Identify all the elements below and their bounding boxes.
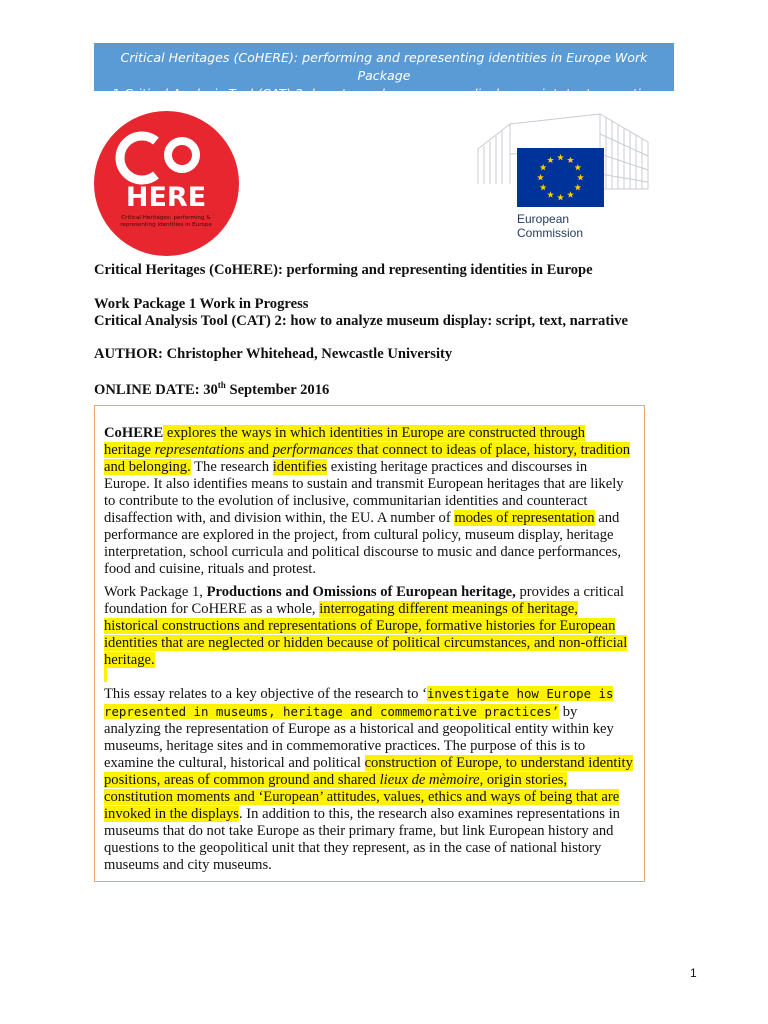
cohere-tagline-1: Critical Heritages: performing & xyxy=(121,215,211,221)
cohere-logo xyxy=(94,111,239,256)
author-line: AUTHOR: Christopher Whitehead, Newcastle University xyxy=(94,346,453,362)
title-banner xyxy=(94,43,674,101)
ec-wordmark-line-2: Commission xyxy=(517,226,584,240)
document-title: Critical Heritages (CoHERE): performing and representing identities in Europe xyxy=(94,262,593,278)
cohere-mark-icon xyxy=(94,111,239,256)
work-package-line: Work Package 1 Work in Progress xyxy=(94,296,309,312)
page-number: 1 xyxy=(690,966,697,980)
paragraph-cohere-intro: CoHERE explores the ways in which identities in Europe are constructed through heritage representations and performances that connect to ideas of place, history, tradition and belonging. The research identifies existing heritage practices and discourses in Europe. It also identifies means to sustain and transmit European heritages that are likely to contribute to the evolution of inclusive, communitarian identities and counteract disaffection with, and division within, the EU. A number of modes of representation and performance are explored in the project, from cultural policy, museum display, heritage interpretation, school curricula and political discourse to music and dance performances, food and cuisine, rituals and protest. xyxy=(104,425,631,577)
cohere-tagline-2: representing identities in Europe xyxy=(120,222,212,228)
online-date-line: ONLINE DATE: 30th September 2016 xyxy=(94,380,330,398)
berlaymont-building-icon xyxy=(470,104,650,244)
ec-wordmark-line-1: European xyxy=(517,212,570,226)
banner-line-1: Critical Heritages (CoHERE): performing and representing identities in Europe Work Package xyxy=(120,50,648,83)
paragraph-work-package: Work Package 1, Productions and Omissions of European heritage, provides a critical foundation for CoHERE as a whole, interrogating different meanings of heritage, historical constructions and representations of Europe, formative histories for European identities that are neglected or hidden because of political circumstances, and non-official heritage. xyxy=(104,584,628,668)
cohere-wordmark: HERE xyxy=(125,182,207,213)
european-commission-logo xyxy=(470,104,650,244)
paragraph-essay-objective: This essay relates to a key objective of the research to ‘investigate how Europe is represented in museums, heritage and commemorative practices’ by analyzing the representation of Europe as a historical and geopolitical entity within key museums, heritage sites and in commemorative practices. The purpose of this is to examine the cultural, historical and political construction of Europe, to understand identity positions, areas of common ground and shared lieux de mèmoire, origin stories, constitution moments and ‘European’ attitudes, values, ethics and ways of being that are invoked in the displays. In addition to this, the research also examines representations in museums that do not take Europe as their primary frame, but link European history and questions to the geopolitical unit that they represent, as in the case of national history museums and city museums. xyxy=(104,686,633,873)
banner-line-2: 1 Critical Analysis Tool (CAT) 2: how to analyze museum display: script, text, narrative xyxy=(111,86,656,101)
cat-title-line: Critical Analysis Tool (CAT) 2: how to analyze museum display: script, text, narrative xyxy=(94,313,629,329)
highlight-caret xyxy=(104,668,107,682)
